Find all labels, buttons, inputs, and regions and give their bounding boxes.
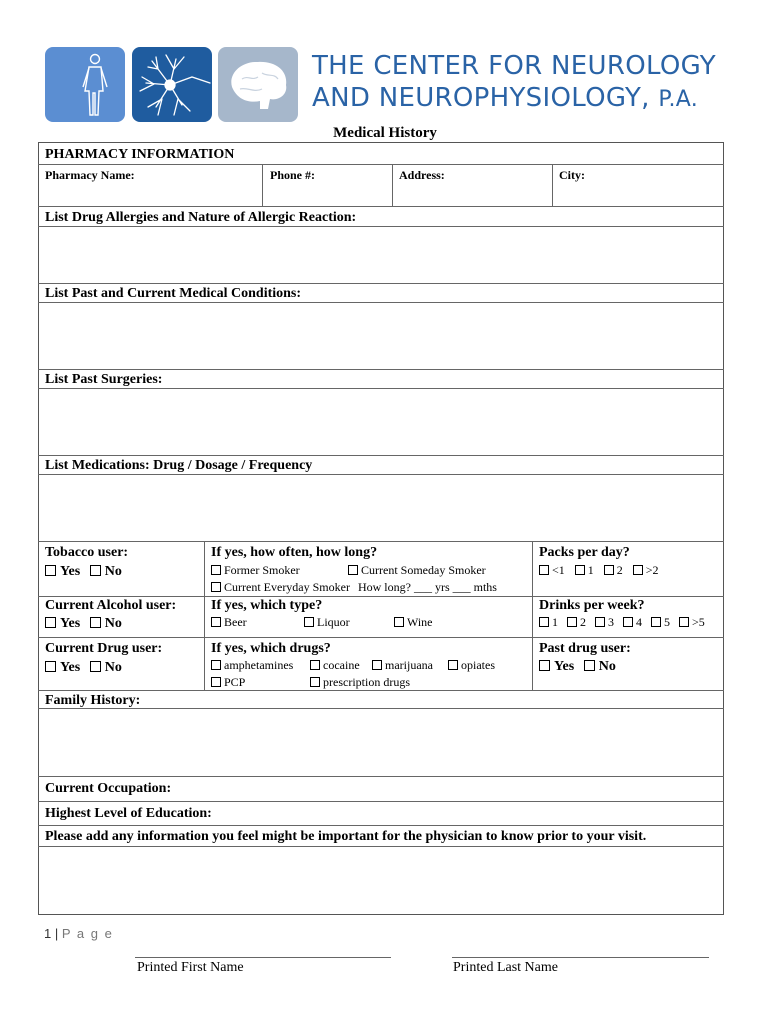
family-history-field[interactable] [40, 710, 722, 774]
past-drug-no-checkbox[interactable] [584, 660, 595, 671]
opiates-checkbox[interactable] [448, 660, 458, 670]
prescription-drugs-label: prescription drugs [323, 675, 410, 689]
education-label: Highest Level of Education: [45, 806, 212, 821]
medications-label: List Medications: Drug / Dosage / Frequency [45, 458, 313, 473]
divider [38, 226, 724, 227]
someday-smoker-label: Current Someday Smoker [361, 563, 486, 577]
pharmacy-city-label: City: [559, 168, 585, 182]
packs-option-checkbox[interactable] [633, 565, 643, 575]
pharmacy-address-field[interactable] [394, 182, 550, 204]
someday-smoker-checkbox[interactable] [348, 565, 358, 575]
drinks-option-label: 5 [664, 615, 670, 629]
org-name-line-1: THE CENTER FOR NEUROLOGY [312, 51, 716, 81]
conditions-label: List Past and Current Medical Conditions: [45, 286, 302, 301]
drug-no-label: No [104, 660, 122, 675]
liquor-label: Liquor [317, 615, 350, 629]
page-word: P a g e [61, 926, 114, 941]
drinks-option-checkbox[interactable] [567, 617, 577, 627]
additional-info-field[interactable] [40, 848, 722, 912]
drinks-option-label: 1 [552, 615, 558, 629]
packs-option-label: 2 [616, 563, 623, 577]
former-smoker-label: Former Smoker [224, 563, 300, 577]
alcohol-no-label: No [104, 616, 122, 631]
packs-option-checkbox[interactable] [575, 565, 585, 575]
opiates-label: opiates [461, 658, 495, 672]
occupation-label: Current Occupation: [45, 781, 172, 796]
allergies-label: List Drug Allergies and Nature of Allergic Reaction: [45, 210, 357, 225]
packs-per-day-label: Packs per day? [539, 545, 630, 560]
past-drug-user-label: Past drug user: [539, 641, 631, 656]
pharmacy-section-title: PHARMACY INFORMATION [45, 147, 235, 162]
pharmacy-name-label: Pharmacy Name: [45, 168, 135, 182]
divider [38, 388, 724, 389]
drug-user-label: Current Drug user: [45, 641, 163, 656]
surgeries-label: List Past Surgeries: [45, 372, 163, 387]
pharmacy-phone-field[interactable] [264, 182, 390, 204]
family-history-label: Family History: [45, 693, 141, 708]
beer-label: Beer [224, 615, 247, 629]
drug-yes-checkbox[interactable] [45, 661, 56, 672]
brain-icon [218, 47, 298, 122]
medications-field[interactable] [40, 476, 722, 539]
page-number-value: 1 [44, 926, 52, 941]
amphetamines-checkbox[interactable] [211, 660, 221, 670]
tobacco-howlong-label: If yes, how often, how long? [211, 545, 378, 560]
tobacco-no-checkbox[interactable] [90, 565, 101, 576]
divider [38, 455, 724, 456]
drinks-per-week-label: Drinks per week? [539, 598, 645, 613]
alcohol-no-checkbox[interactable] [90, 617, 101, 628]
cocaine-checkbox[interactable] [310, 660, 320, 670]
column-divider [392, 164, 393, 206]
divider [38, 825, 724, 826]
packs-option-label: 1 [587, 563, 594, 577]
divider [38, 708, 724, 709]
divider [38, 637, 724, 638]
neuron-logo-tile [132, 47, 212, 122]
drinks-option-checkbox[interactable] [623, 617, 633, 627]
marijuana-checkbox[interactable] [372, 660, 382, 670]
former-smoker-checkbox[interactable] [211, 565, 221, 575]
everyday-smoker-checkbox[interactable] [211, 582, 221, 592]
drinks-option-label: 2 [580, 615, 586, 629]
smoking-duration-text: How long? ___ yrs ___ mths [357, 580, 497, 594]
pcp-label: PCP [224, 675, 246, 689]
drug-yes-label: Yes [60, 660, 81, 675]
divider [38, 801, 724, 802]
column-divider [552, 164, 553, 206]
alcohol-yes-label: Yes [60, 616, 81, 631]
divider [38, 846, 724, 847]
wine-checkbox[interactable] [394, 617, 404, 627]
divider [38, 541, 724, 542]
divider [38, 206, 724, 207]
which-drugs-label: If yes, which drugs? [211, 641, 331, 656]
column-divider [262, 164, 263, 206]
packs-option-checkbox[interactable] [604, 565, 614, 575]
divider [38, 164, 724, 165]
first-name-signature-line[interactable] [135, 957, 391, 958]
drinks-option-checkbox[interactable] [539, 617, 549, 627]
surgeries-field[interactable] [40, 390, 722, 453]
column-divider [532, 541, 533, 690]
tobacco-user-label: Tobacco user: [45, 545, 129, 560]
tobacco-no-label: No [104, 564, 122, 579]
marijuana-label: marijuana [385, 658, 433, 672]
drinks-option-label: 4 [636, 615, 642, 629]
drinks-option-label: >5 [692, 615, 705, 629]
human-body-icon [45, 47, 125, 122]
org-name-suffix: P.A. [658, 87, 699, 112]
conditions-field[interactable] [40, 304, 722, 367]
pharmacy-name-field[interactable] [40, 182, 260, 204]
packs-option-label: >2 [645, 563, 659, 577]
everyday-smoker-label: Current Everyday Smoker [224, 580, 350, 594]
liquor-checkbox[interactable] [304, 617, 314, 627]
drinks-option-checkbox[interactable] [595, 617, 605, 627]
drinks-option-label: 3 [608, 615, 614, 629]
pharmacy-address-label: Address: [399, 168, 445, 182]
beer-checkbox[interactable] [211, 617, 221, 627]
brain-logo-tile [218, 47, 298, 122]
divider [38, 474, 724, 475]
last-name-label: Printed Last Name [453, 960, 558, 975]
alcohol-user-label: Current Alcohol user: [45, 598, 177, 613]
past-drug-yes-label: Yes [554, 659, 575, 674]
last-name-signature-line[interactable] [452, 957, 709, 958]
education-field[interactable] [230, 803, 720, 823]
divider [38, 302, 724, 303]
cocaine-label: cocaine [323, 658, 360, 672]
form-title: Medical History [333, 125, 437, 141]
tobacco-yes-label: Yes [60, 564, 81, 579]
pharmacy-city-field[interactable] [554, 182, 722, 204]
column-divider [204, 541, 205, 690]
packs-option-label: <1 [552, 563, 565, 577]
past-drug-no-label: No [598, 659, 616, 674]
drinks-option-checkbox[interactable] [651, 617, 661, 627]
occupation-field[interactable] [190, 778, 720, 799]
first-name-label: Printed First Name [137, 960, 244, 975]
pcp-checkbox[interactable] [211, 677, 221, 687]
divider [38, 283, 724, 284]
amphetamines-label: amphetamines [224, 658, 294, 672]
packs-option-checkbox[interactable] [539, 565, 549, 575]
drinks-option-checkbox[interactable] [679, 617, 689, 627]
divider [38, 690, 724, 691]
divider [38, 369, 724, 370]
wine-label: Wine [407, 615, 433, 629]
tobacco-yes-checkbox[interactable] [45, 565, 56, 576]
alcohol-type-label: If yes, which type? [211, 598, 323, 613]
page-number [44, 926, 113, 941]
prescription-drugs-checkbox[interactable] [310, 677, 320, 687]
alcohol-yes-checkbox[interactable] [45, 617, 56, 628]
page-separator: | [51, 926, 62, 941]
pharmacy-phone-label: Phone #: [270, 168, 315, 182]
org-name-line-2: AND NEUROPHYSIOLOGY, [312, 83, 650, 113]
allergies-field[interactable] [40, 228, 722, 281]
additional-info-label: Please add any information you feel might be important for the physician to know prior to your visit. [45, 829, 647, 844]
past-drug-yes-checkbox[interactable] [539, 660, 550, 671]
divider [38, 776, 724, 777]
organization-name [312, 50, 716, 114]
body-figure-logo-tile [45, 47, 125, 122]
neuron-icon [132, 47, 212, 122]
drug-no-checkbox[interactable] [90, 661, 101, 672]
